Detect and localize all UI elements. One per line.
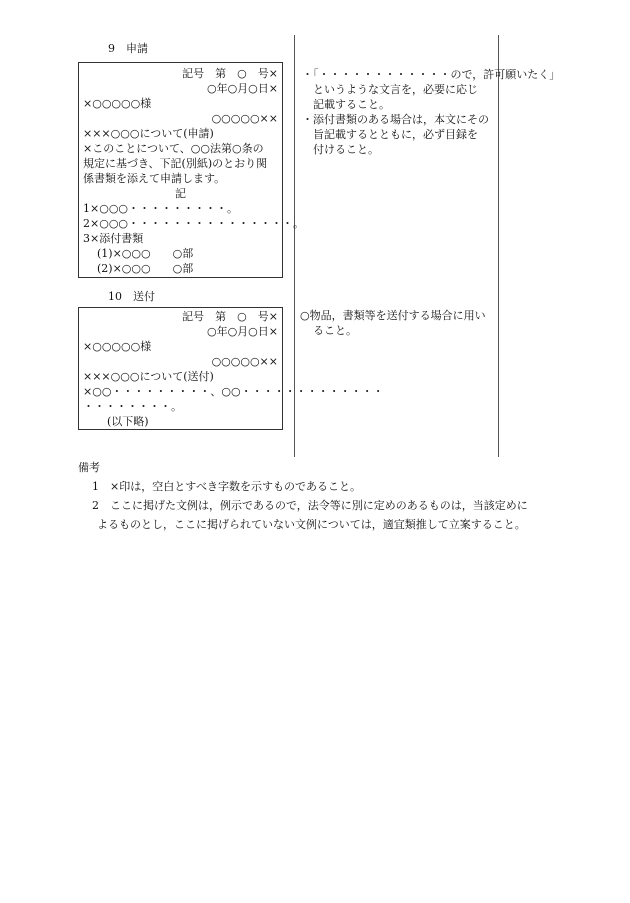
note-line: 付けること。 xyxy=(313,143,379,156)
box-line: ×○○○○○様 xyxy=(83,340,152,353)
box-line: 1×○○○・・・・・・・・・。 xyxy=(83,202,239,215)
box-line: 記号 第 ○ 号× xyxy=(182,67,278,80)
box-line: 2×○○○・・・・・・・・・・・・・・・。 xyxy=(83,217,305,230)
remarks-item: よるものとし，ここに掲げられていない文例については，適宜類推して立案すること。 xyxy=(97,518,526,531)
box-line: ×このことについて、○○法第○条の xyxy=(83,142,264,155)
box-line: (2)×○○○ ○部 xyxy=(97,262,194,275)
box-line: 規定に基づき、下記(別紙)のとおり関 xyxy=(83,157,268,170)
box-line: (1)×○○○ ○部 xyxy=(97,247,194,260)
box-line: ×××○○○について(送付) xyxy=(83,370,214,383)
box-line: ・・・・・・・・。 xyxy=(83,400,182,413)
note-line: ・「・・・・・・・・・・・・ので，許可願いたく」 xyxy=(302,68,561,81)
box-line: 3×添付書類 xyxy=(83,232,144,245)
note-line: 記載すること。 xyxy=(313,98,390,111)
box-line: 記号 第 ○ 号× xyxy=(182,310,278,323)
note-line: ること。 xyxy=(313,324,357,337)
note-line: 旨記載するとともに，必ず目録を xyxy=(313,128,478,141)
box-line: ×○○○○○様 xyxy=(83,97,152,110)
box-line: ×○○・・・・・・・・・、○○・・・・・・・・・・・・・ xyxy=(83,385,384,398)
box-line: ○○○○○×× xyxy=(211,112,278,125)
section-heading-9: 9 申請 xyxy=(108,42,148,55)
note-line: ・添付書類のある場合は，本文にその xyxy=(302,113,489,126)
column-divider-right xyxy=(498,35,499,457)
box-line: ×××○○○について(申請) xyxy=(83,127,214,140)
box-line: 係書類を添えて申請します。 xyxy=(83,172,226,185)
box-line: ○年○月○日× xyxy=(206,325,278,338)
section-heading-10: 10 送付 xyxy=(108,290,155,303)
note-line: というような文言を，必要に応じ xyxy=(313,83,478,96)
remarks-item: 2 ここに掲げた文例は，例示であるので，法令等に別に定めのあるものは，当該定めに xyxy=(92,499,528,512)
box-line: (以下略) xyxy=(107,415,149,428)
remarks-title: 備考 xyxy=(78,461,100,474)
note-line: ○物品，書類等を送付する場合に用い xyxy=(300,309,486,322)
application-sample-box xyxy=(78,62,305,278)
box-line: ○年○月○日× xyxy=(206,82,278,95)
box-line: 記 xyxy=(175,187,186,200)
box-line: ○○○○○×× xyxy=(211,355,278,368)
remarks-item: 1 ×印は，空白とすべき字数を示すものであること。 xyxy=(92,480,361,493)
